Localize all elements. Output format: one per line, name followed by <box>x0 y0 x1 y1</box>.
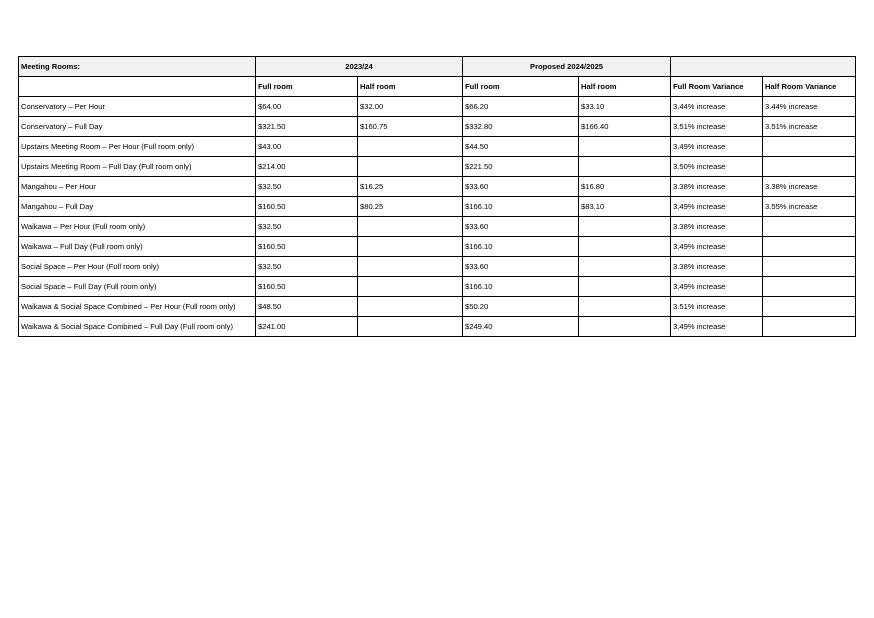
cell-proposed-half <box>579 157 671 177</box>
cell-room: Waikawa – Per Hour (Full room only) <box>19 217 256 237</box>
cell-current-half <box>358 317 463 337</box>
cell-proposed-half <box>579 217 671 237</box>
header-room-blank <box>19 77 256 97</box>
table-row <box>19 237 856 257</box>
cell-proposed-half <box>579 277 671 297</box>
header-current-full: Full room <box>256 77 358 97</box>
cell-current-full: $160.50 <box>256 237 358 257</box>
cell-room: Upstairs Meeting Room – Per Hour (Full room only) <box>19 137 256 157</box>
cell-current-half <box>358 257 463 277</box>
cell-current-full: $64.00 <box>256 97 358 117</box>
cell-current-half <box>358 277 463 297</box>
cell-half-variance <box>763 317 856 337</box>
cell-half-variance <box>763 217 856 237</box>
cell-proposed-half: $166.40 <box>579 117 671 137</box>
cell-full-variance: 3.38% increase <box>671 177 763 197</box>
header-half-variance: Half Room Variance <box>763 77 856 97</box>
cell-room: Mangahou – Full Day <box>19 197 256 217</box>
table-row <box>19 197 856 217</box>
cell-room: Social Space – Full Day (Full room only) <box>19 277 256 297</box>
cell-proposed-full: $332.80 <box>463 117 579 137</box>
table-header-row-columns <box>19 77 856 97</box>
header-group-variance-blank <box>671 57 856 77</box>
cell-current-half: $32.00 <box>358 97 463 117</box>
cell-room: Waikawa & Social Space Combined – Per Hour (Full room only) <box>19 297 256 317</box>
cell-current-full: $214.00 <box>256 157 358 177</box>
table-row <box>19 117 856 137</box>
cell-proposed-full: $221.50 <box>463 157 579 177</box>
table-row <box>19 317 856 337</box>
cell-proposed-half: $16.80 <box>579 177 671 197</box>
cell-proposed-full: $33.60 <box>463 257 579 277</box>
cell-current-full: $48.50 <box>256 297 358 317</box>
cell-current-half <box>358 237 463 257</box>
table-header-row-groups <box>19 57 856 77</box>
table-row <box>19 277 856 297</box>
cell-room: Conservatory – Per Hour <box>19 97 256 117</box>
cell-proposed-full: $249.40 <box>463 317 579 337</box>
table-body <box>19 57 856 337</box>
cell-current-full: $160.50 <box>256 277 358 297</box>
cell-current-half <box>358 297 463 317</box>
cell-current-full: $321.50 <box>256 117 358 137</box>
cell-current-half: $16.25 <box>358 177 463 197</box>
cell-proposed-full: $166.10 <box>463 197 579 217</box>
cell-full-variance: 3.50% increase <box>671 157 763 177</box>
cell-full-variance: 3.38% increase <box>671 257 763 277</box>
cell-room: Upstairs Meeting Room – Full Day (Full room only) <box>19 157 256 177</box>
cell-proposed-full: $33.60 <box>463 217 579 237</box>
cell-current-half: $80.25 <box>358 197 463 217</box>
cell-proposed-half <box>579 297 671 317</box>
cell-proposed-full: $166.10 <box>463 277 579 297</box>
header-group-current: 2023/24 <box>256 57 463 77</box>
cell-proposed-half: $33.10 <box>579 97 671 117</box>
cell-current-half <box>358 137 463 157</box>
cell-proposed-half: $83.10 <box>579 197 671 217</box>
cell-room: Mangahou – Per Hour <box>19 177 256 197</box>
cell-half-variance <box>763 137 856 157</box>
cell-half-variance: 3.38% increase <box>763 177 856 197</box>
meeting-room-fees-table <box>18 56 856 337</box>
cell-current-full: $241.00 <box>256 317 358 337</box>
cell-half-variance: 3.51% increase <box>763 117 856 137</box>
header-proposed-full: Full room <box>463 77 579 97</box>
cell-current-full: $160.50 <box>256 197 358 217</box>
cell-half-variance <box>763 237 856 257</box>
cell-current-full: $32.50 <box>256 257 358 277</box>
cell-proposed-full: $44.50 <box>463 137 579 157</box>
table-row <box>19 97 856 117</box>
cell-current-half <box>358 157 463 177</box>
table-row <box>19 297 856 317</box>
cell-full-variance: 3.51% increase <box>671 117 763 137</box>
cell-full-variance: 3.51% increase <box>671 297 763 317</box>
cell-current-half <box>358 217 463 237</box>
cell-current-half: $160.75 <box>358 117 463 137</box>
cell-half-variance: 3.55% increase <box>763 197 856 217</box>
cell-proposed-half <box>579 317 671 337</box>
table-row <box>19 177 856 197</box>
cell-proposed-full: $66.20 <box>463 97 579 117</box>
table-row <box>19 257 856 277</box>
cell-half-variance: 3.44% increase <box>763 97 856 117</box>
header-current-half: Half room <box>358 77 463 97</box>
cell-half-variance <box>763 157 856 177</box>
cell-current-full: $43.00 <box>256 137 358 157</box>
cell-full-variance: 3.49% increase <box>671 317 763 337</box>
header-group-proposed: Proposed 2024/2025 <box>463 57 671 77</box>
cell-full-variance: 3.44% increase <box>671 97 763 117</box>
table-row <box>19 217 856 237</box>
cell-full-variance: 3.49% increase <box>671 277 763 297</box>
cell-room: Social Space – Per Hour (Full room only) <box>19 257 256 277</box>
header-corner-label: Meeting Rooms: <box>19 57 256 77</box>
cell-half-variance <box>763 277 856 297</box>
cell-full-variance: 3.49% increase <box>671 237 763 257</box>
header-full-variance: Full Room Variance <box>671 77 763 97</box>
header-proposed-half: Half room <box>579 77 671 97</box>
cell-proposed-full: $50.20 <box>463 297 579 317</box>
cell-full-variance: 3.49% increase <box>671 197 763 217</box>
cell-proposed-full: $33.60 <box>463 177 579 197</box>
cell-full-variance: 3.38% increase <box>671 217 763 237</box>
table-row <box>19 137 856 157</box>
cell-proposed-half <box>579 237 671 257</box>
cell-proposed-half <box>579 137 671 157</box>
cell-half-variance <box>763 297 856 317</box>
cell-proposed-full: $166.10 <box>463 237 579 257</box>
cell-room: Conservatory – Full Day <box>19 117 256 137</box>
cell-room: Waikawa – Full Day (Full room only) <box>19 237 256 257</box>
cell-current-full: $32.50 <box>256 177 358 197</box>
cell-room: Waikawa & Social Space Combined – Full Day (Full room only) <box>19 317 256 337</box>
cell-proposed-half <box>579 257 671 277</box>
cell-half-variance <box>763 257 856 277</box>
cell-current-full: $32.50 <box>256 217 358 237</box>
table-row <box>19 157 856 177</box>
cell-full-variance: 3.49% increase <box>671 137 763 157</box>
